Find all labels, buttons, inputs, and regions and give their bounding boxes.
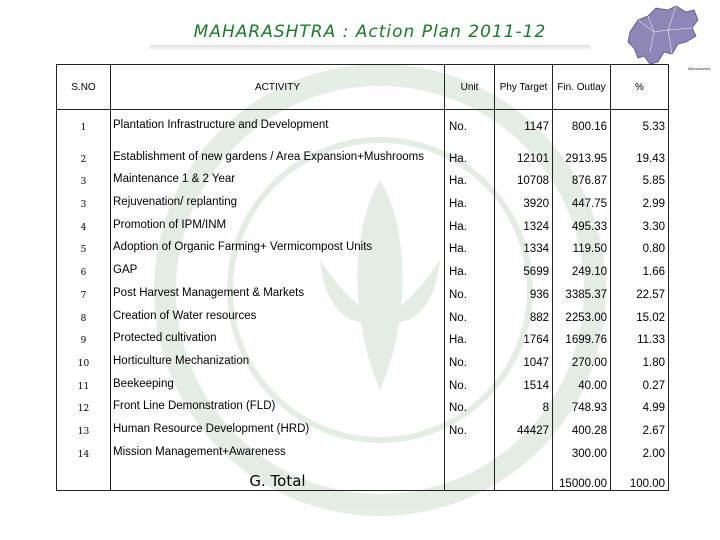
cell-sno: 11: [57, 369, 111, 392]
maharashtra-map-icon: [624, 2, 711, 72]
cell-sno: 3: [57, 187, 111, 210]
cell-fin: 3385.37: [553, 278, 611, 301]
cell-fin: 300.00: [553, 437, 611, 460]
cell-fin: 495.33: [553, 210, 611, 233]
table-row: [57, 392, 669, 415]
total-label: G. Total: [111, 460, 445, 491]
cell-phy: 1147: [495, 110, 553, 133]
cell-fin: 270.00: [553, 346, 611, 369]
cell-fin: 2253.00: [553, 301, 611, 324]
table-row: [57, 369, 669, 392]
cell-sno: 12: [57, 392, 111, 415]
cell-sno: 3: [57, 165, 111, 188]
cell-phy: 12101: [495, 133, 553, 165]
cell-pct: 2.00: [611, 437, 669, 460]
cell-fin: 400.28: [553, 414, 611, 437]
cell-phy: 1047: [495, 346, 553, 369]
cell-unit: Ha.: [445, 255, 495, 278]
map-caption: Maharashtra: [688, 66, 711, 71]
total-row: [57, 460, 669, 491]
cell-activity: GAP: [111, 255, 445, 278]
cell-unit: No.: [445, 278, 495, 301]
action-plan-table: [56, 64, 669, 491]
header-sno: S.NO: [57, 65, 111, 110]
cell-pct: 1.66: [611, 255, 669, 278]
cell-activity: Establishment of new gardens / Area Expansion+Mushrooms: [111, 133, 445, 165]
cell-activity: Creation of Water resources: [111, 301, 445, 324]
table-row: [57, 437, 669, 460]
cell-pct: 5.33: [611, 110, 669, 133]
cell-activity: Beekeeping: [111, 369, 445, 392]
cell-unit: No.: [445, 414, 495, 437]
cell-pct: 22.57: [611, 278, 669, 301]
cell-sno: 9: [57, 324, 111, 347]
cell-phy: 936: [495, 278, 553, 301]
cell-phy: 44427: [495, 414, 553, 437]
cell-unit: [445, 437, 495, 460]
cell-activity: Adoption of Organic Farming+ Vermicompost Units: [111, 233, 445, 256]
cell-pct: 4.99: [611, 392, 669, 415]
page-title: MAHARASHTRA : Action Plan 2011-12: [193, 22, 547, 42]
cell-sno: 8: [57, 301, 111, 324]
cell-unit: No.: [445, 110, 495, 133]
cell-pct: 0.80: [611, 233, 669, 256]
header-phy-target: Phy Target: [495, 65, 553, 110]
cell-phy: 5699: [495, 255, 553, 278]
cell-unit: Ha.: [445, 165, 495, 188]
cell-pct: 19.43: [611, 133, 669, 165]
header-percent: %: [611, 65, 669, 110]
cell-unit: No.: [445, 369, 495, 392]
header-activity: ACTIVITY: [111, 65, 445, 110]
header-fin-outlay: Fin. Outlay: [553, 65, 611, 110]
cell-activity: Plantation Infrastructure and Development: [111, 110, 445, 133]
title-underline: [150, 45, 590, 51]
total-fin-outlay: 15000.00: [553, 460, 611, 491]
table-row: [57, 187, 669, 210]
cell-phy: [495, 437, 553, 460]
cell-phy: 1764: [495, 324, 553, 347]
cell-activity: Protected cultivation: [111, 324, 445, 347]
cell-phy: 1324: [495, 210, 553, 233]
cell-unit: Ha.: [445, 233, 495, 256]
cell-phy: 10708: [495, 165, 553, 188]
table-row: [57, 301, 669, 324]
cell-fin: 876.87: [553, 165, 611, 188]
cell-fin: 447.75: [553, 187, 611, 210]
cell-sno: 2: [57, 133, 111, 165]
cell-pct: 1.80: [611, 346, 669, 369]
cell-pct: 0.27: [611, 369, 669, 392]
cell-activity: Maintenance 1 & 2 Year: [111, 165, 445, 188]
empty-cell: [445, 460, 495, 491]
cell-sno: 5: [57, 233, 111, 256]
cell-unit: No.: [445, 392, 495, 415]
cell-phy: 1334: [495, 233, 553, 256]
empty-cell: [495, 460, 553, 491]
cell-activity: Horticulture Mechanization: [111, 346, 445, 369]
cell-sno: 7: [57, 278, 111, 301]
table-header-row: [57, 65, 669, 110]
cell-unit: Ha.: [445, 133, 495, 165]
table-row: [57, 324, 669, 347]
cell-pct: 5.85: [611, 165, 669, 188]
cell-sno: 6: [57, 255, 111, 278]
header-unit: Unit: [445, 65, 495, 110]
cell-phy: 3920: [495, 187, 553, 210]
cell-unit: No.: [445, 346, 495, 369]
cell-activity: Rejuvenation/ replanting: [111, 187, 445, 210]
cell-pct: 3.30: [611, 210, 669, 233]
cell-activity: Post Harvest Management & Markets: [111, 278, 445, 301]
cell-sno: 13: [57, 414, 111, 437]
cell-phy: 1514: [495, 369, 553, 392]
cell-fin: 1699.76: [553, 324, 611, 347]
cell-sno: 14: [57, 437, 111, 460]
table-row: [57, 133, 669, 165]
table-row: [57, 233, 669, 256]
cell-sno: 4: [57, 210, 111, 233]
cell-pct: 2.67: [611, 414, 669, 437]
cell-activity: Front Line Demonstration (FLD): [111, 392, 445, 415]
cell-phy: 882: [495, 301, 553, 324]
cell-fin: 119.50: [553, 233, 611, 256]
cell-unit: No.: [445, 301, 495, 324]
table-row: [57, 210, 669, 233]
cell-pct: 11.33: [611, 324, 669, 347]
cell-phy: 8: [495, 392, 553, 415]
cell-unit: Ha.: [445, 187, 495, 210]
cell-fin: 748.93: [553, 392, 611, 415]
cell-activity: Promotion of IPM/INM: [111, 210, 445, 233]
cell-unit: Ha.: [445, 210, 495, 233]
table-row: [57, 165, 669, 188]
cell-activity: Mission Management+Awareness: [111, 437, 445, 460]
cell-fin: 40.00: [553, 369, 611, 392]
table-row: [57, 255, 669, 278]
cell-fin: 2913.95: [553, 133, 611, 165]
cell-activity: Human Resource Development (HRD): [111, 414, 445, 437]
cell-unit: Ha.: [445, 324, 495, 347]
table-row: [57, 346, 669, 369]
table-row: [57, 414, 669, 437]
empty-cell: [57, 460, 111, 491]
table-row: [57, 278, 669, 301]
cell-sno: 1: [57, 110, 111, 133]
total-percent: 100.00: [611, 460, 669, 491]
table-row: [57, 110, 669, 133]
cell-fin: 800.16: [553, 110, 611, 133]
cell-sno: 10: [57, 346, 111, 369]
cell-pct: 15.02: [611, 301, 669, 324]
cell-pct: 2.99: [611, 187, 669, 210]
cell-fin: 249.10: [553, 255, 611, 278]
